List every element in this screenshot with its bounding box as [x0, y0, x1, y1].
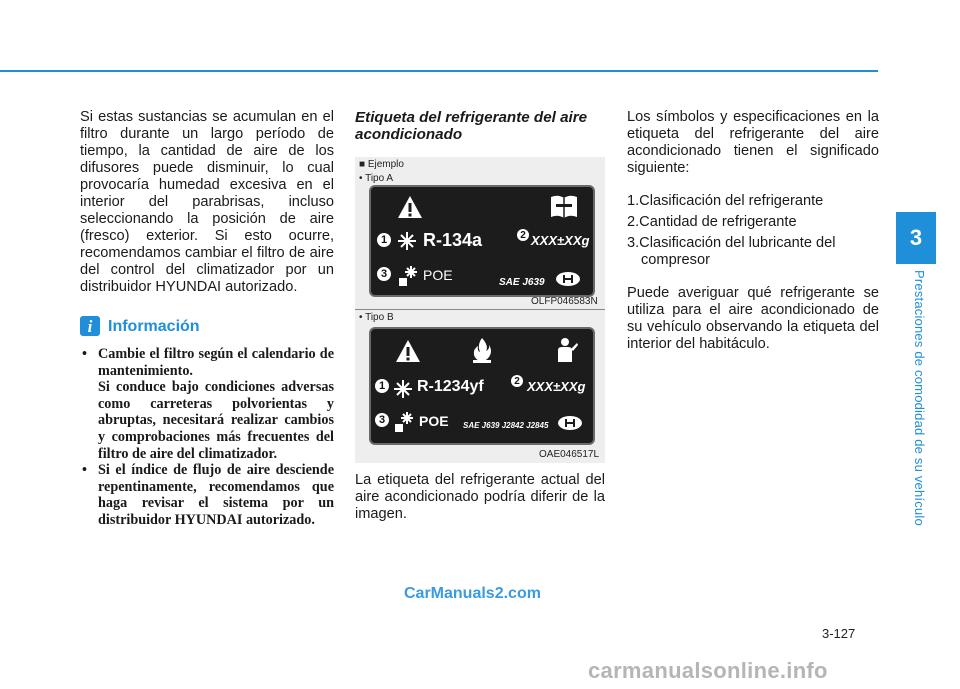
- chapter-number-tab: 3: [896, 212, 936, 264]
- refrigerant-amount: XXX±XXg: [527, 379, 586, 394]
- warning-icon: [397, 195, 423, 219]
- callout-2: 2: [517, 229, 529, 241]
- figure-code-a: OLFP046583N: [531, 296, 598, 307]
- figure-type-b-label: • Tipo B: [359, 312, 394, 323]
- column-middle: [355, 109, 605, 143]
- symbols-intro: Los símbolos y especificaciones en la etiqueta del refrigerante del aire acondicionado tienen el significado siguiente:: [627, 109, 879, 176]
- callout-1: 1: [377, 233, 391, 247]
- callout-3: 3: [375, 413, 389, 427]
- flammable-icon: [471, 337, 493, 363]
- info-bullet: • Si el índice de flujo de aire desciende repentinamente, recomendamos que haga revisar el sistema por un distribuidor HYUNDAI autorizado.: [82, 462, 334, 528]
- column-left: [80, 109, 334, 529]
- info-bullet-detail: Si conduce bajo condiciones adversas como carreteras polvorientas y abruptas, necesitará realizar cambios y comprobaciones más frecuentes del filtro de aire del climatizador.: [98, 379, 334, 462]
- info-bullet: • Cambie el filtro según el calendario de mantenimiento.: [82, 346, 334, 379]
- closing-paragraph: Puede averiguar qué refrigerante se utiliza para el aire acondicionado de su vehículo observando la etiqueta del interior del habitáculo.: [627, 285, 879, 352]
- refrigerant-label-type-a: [369, 185, 595, 297]
- refrigerant-icon: [393, 379, 413, 399]
- header-rule: [0, 70, 878, 72]
- refrigerant-icon: [397, 231, 417, 251]
- figure-separator: [355, 309, 605, 310]
- list-item: 1.Clasificación del refrigerante: [627, 193, 824, 209]
- chapter-title: Prestaciones de comodidad de su vehículo: [912, 270, 927, 526]
- refrigerant-amount: XXX±XXg: [531, 233, 590, 248]
- bullet-icon: •: [82, 462, 87, 479]
- info-icon: i: [80, 316, 100, 336]
- page-number: 3-127: [822, 626, 856, 641]
- callout-3: 3: [377, 267, 391, 281]
- column-right: [627, 109, 879, 353]
- info-title: [80, 316, 334, 336]
- watermark-link[interactable]: CarManuals2.com: [404, 585, 541, 602]
- technician-icon: [555, 337, 579, 363]
- warning-icon: [395, 339, 421, 363]
- lubricant-type: POE: [423, 267, 453, 283]
- sae-standard: SAE J639: [499, 277, 545, 288]
- intro-paragraph: Si estas sustancias se acumulan en el filtro durante un largo período de tiempo, la cantidad de aire de los difusores puede disminuir, lo cual provocaría humedad excesiva en el interior del parabrisas, incluso seleccionando la posición de aire (fresco) exterior. Si esto ocurre, recomendamos cambiar el filtro de aire del control del climatizador por un distribuidor HYUNDAI autorizado.: [80, 109, 334, 295]
- figure-type-a-label: • Tipo A: [359, 173, 394, 184]
- list-item: 3.Clasificación del lubricante del compresor: [627, 235, 836, 268]
- sae-standard: SAE J639 J2842 J2845: [463, 421, 549, 430]
- lubricant-icon: [397, 265, 419, 287]
- figure-caption-block: [355, 472, 605, 523]
- hyundai-logo-icon: [557, 415, 583, 431]
- refrigerant-label-type-b: [369, 327, 595, 445]
- section-title: Etiqueta del refrigerante del aire acondicionado: [355, 109, 588, 143]
- watermark-footer: carmanualsonline.info: [588, 658, 828, 683]
- info-heading: Información: [108, 317, 200, 335]
- lubricant-icon: [393, 411, 415, 433]
- bullet-icon: •: [82, 346, 87, 362]
- lubricant-type: POE: [419, 413, 449, 429]
- refrigerant-type: R-134a: [423, 230, 483, 250]
- figure-caption: La etiqueta del refrigerante actual del aire acondicionado podría diferir de la imagen.: [355, 472, 605, 522]
- refrigerant-type: R-1234yf: [417, 378, 484, 395]
- list-item: 2.Cantidad de refrigerante: [627, 214, 797, 230]
- callout-2: 2: [511, 375, 523, 387]
- figure-example-label: ■ Ejemplo: [359, 159, 404, 170]
- manual-book-icon: [549, 193, 579, 219]
- hyundai-logo-icon: [555, 271, 581, 287]
- callout-1: 1: [375, 379, 389, 393]
- figure-code-b: OAE046517L: [539, 449, 600, 460]
- refrigerant-label-figure: [355, 157, 605, 463]
